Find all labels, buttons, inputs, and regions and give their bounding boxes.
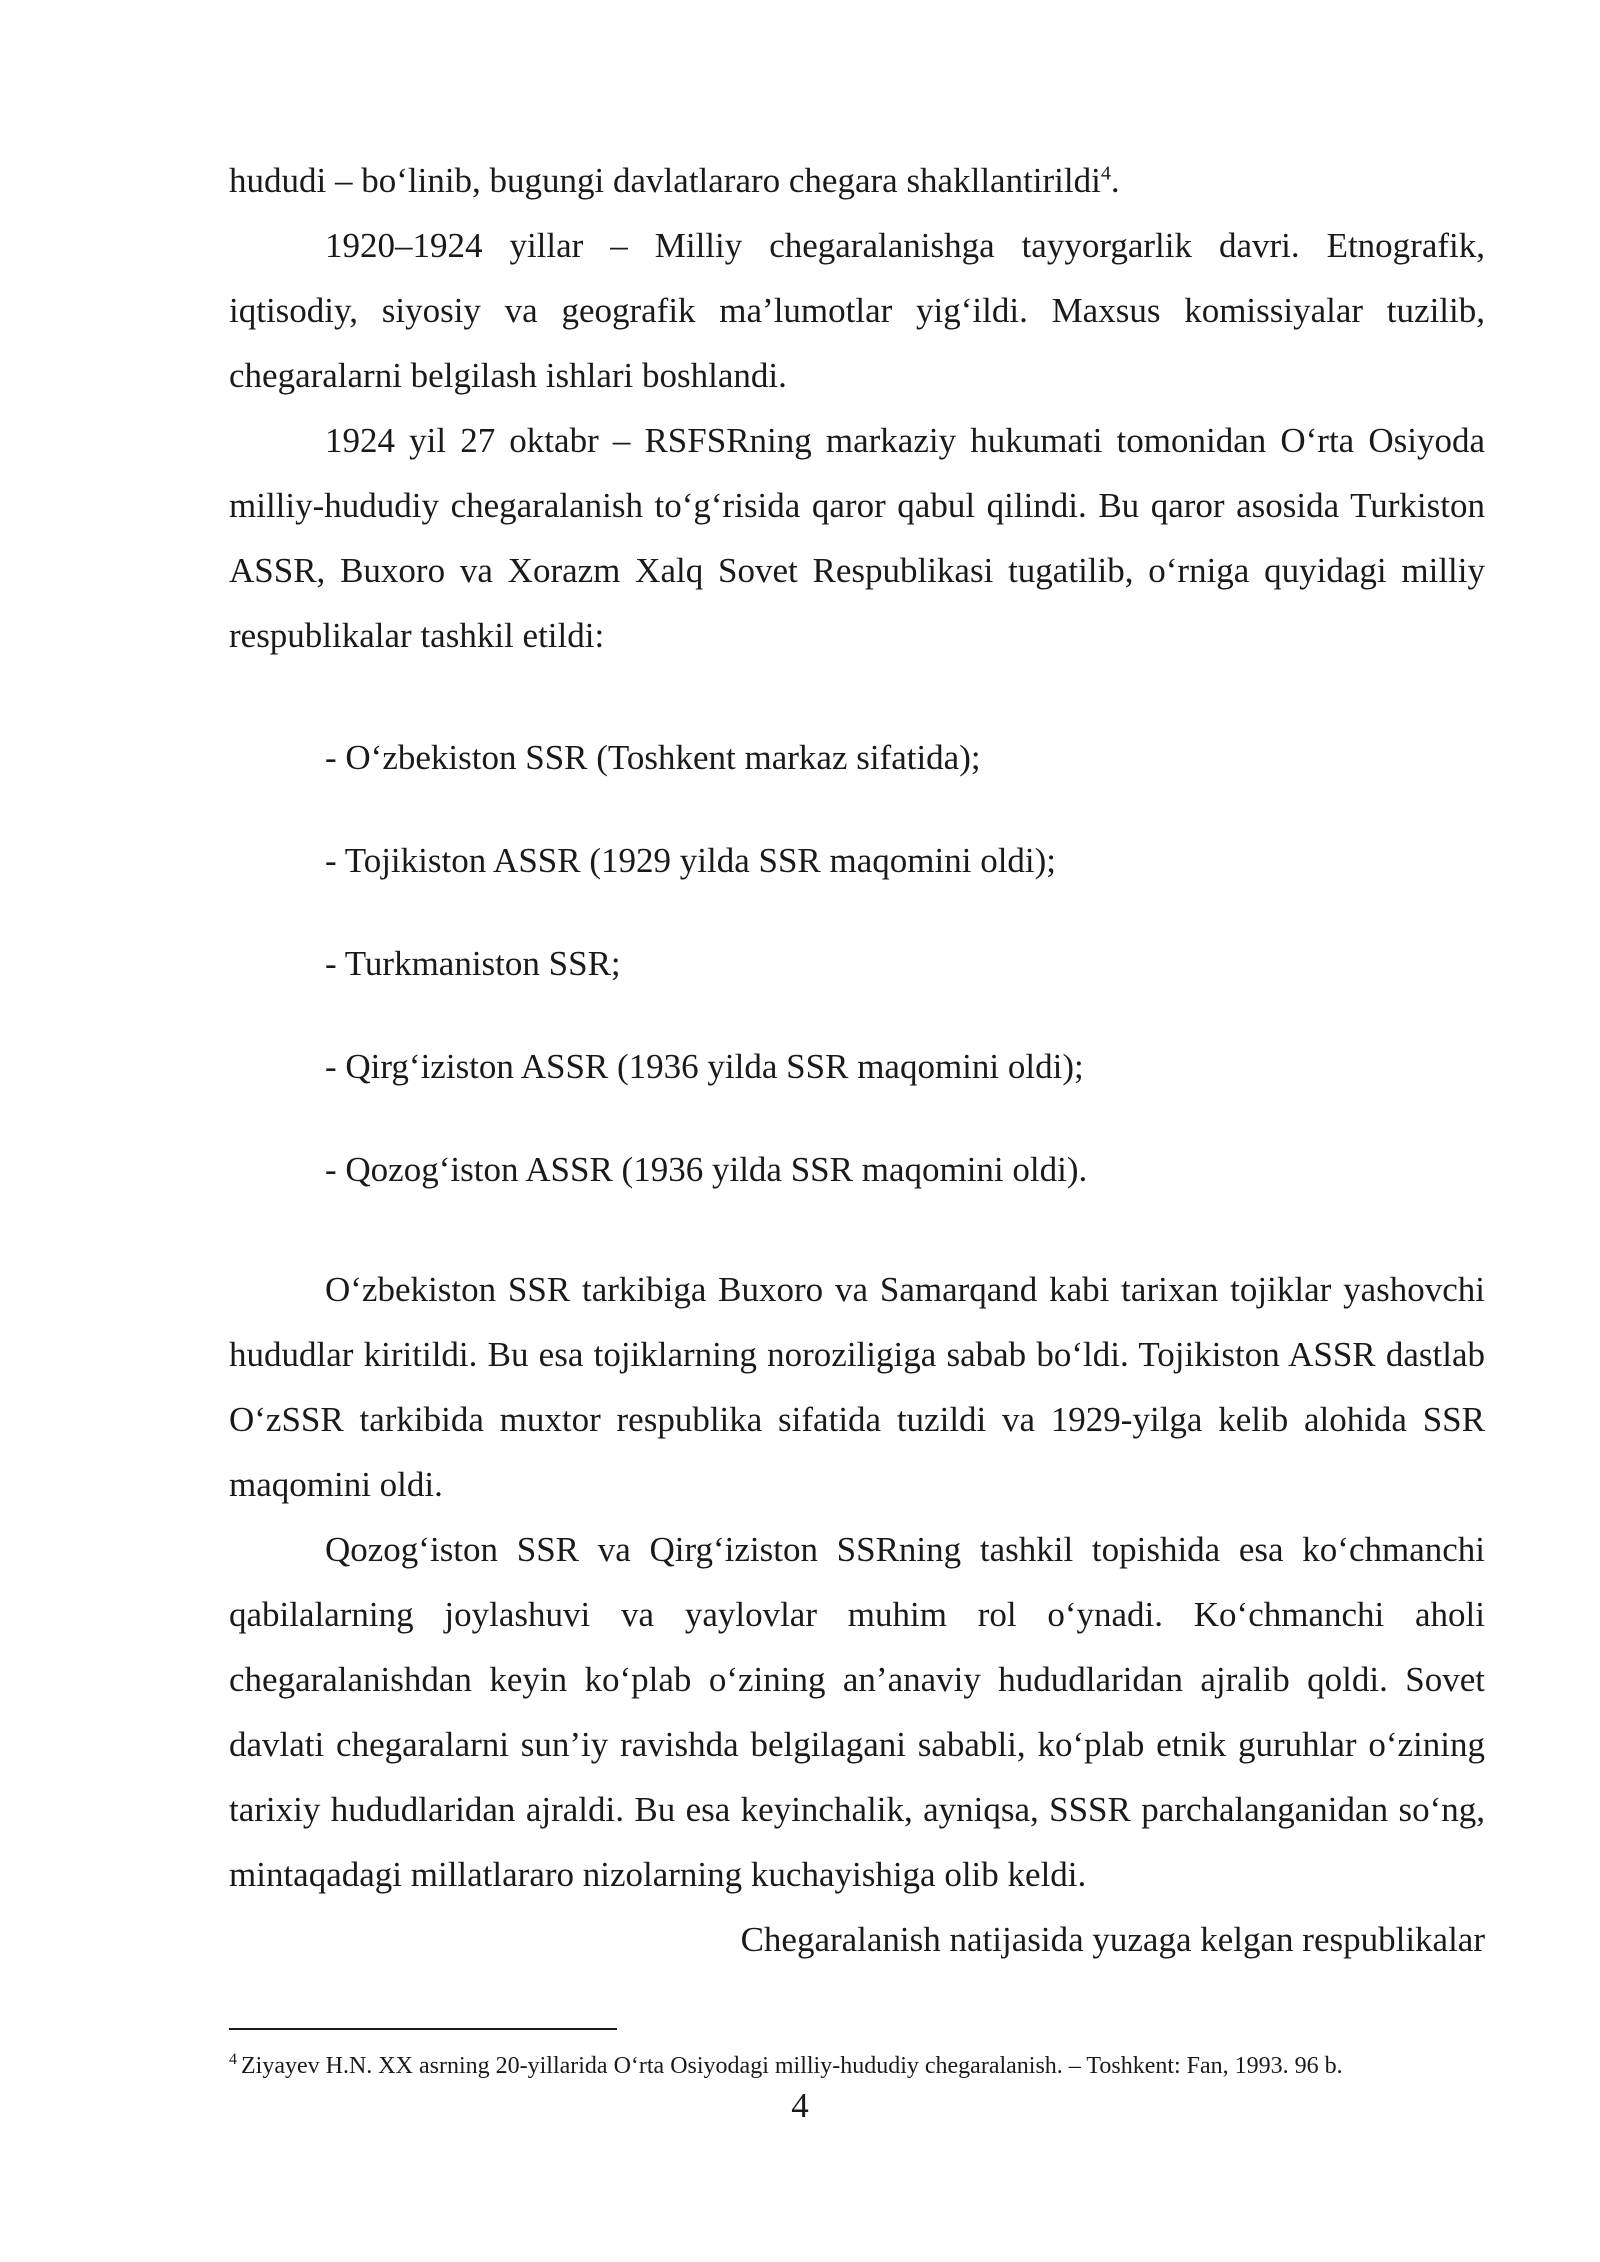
paragraph-text: hududi – bo‘linib, bugungi davlatlararo chegara shakllantirildi <box>229 161 1101 200</box>
footnote <box>229 2050 1489 2082</box>
footnote-text: Ziyayev H.N. XX asrning 20-yillarida O‘rta Osiyodagi milliy-hududiy chegaralanish. – Toshkent: Fan, 1993. 96 b. <box>241 2053 1343 2079</box>
list-item: - O‘zbekiston SSR (Toshkent markaz sifatida); <box>325 738 981 777</box>
page-number: 4 <box>791 2086 809 2125</box>
paragraph-continuation <box>229 148 1485 213</box>
paragraph-1920-1924: 1920–1924 yillar – Milliy chegaralanishga tayyorgarlik davri. Etnografik, iqtisodiy, siyosiy va geografik ma’lumotlar yig‘ildi. Maxsus komissiyalar tuzilib, chegaralarni belgilash ishlari boshlandi. <box>229 226 1485 395</box>
list-item: - Tojikiston ASSR (1929 yilda SSR maqomini oldi); <box>325 841 1057 880</box>
paragraph-uzbekistan: O‘zbekiston SSR tarkibiga Buxoro va Samarqand kabi tarixan tojiklar yashovchi hududlar kiritildi. Bu esa tojiklarning noroziligiga sabab bo‘ldi. Tojikiston ASSR dastlab O‘zSSR tarkibida muxtor respublika sifatida tuzildi va 1929-yilga kelib alohida SSR maqomini oldi. <box>229 1270 1485 1504</box>
list-item: - Qirg‘iziston ASSR (1936 yilda SSR maqomini oldi); <box>325 1047 1084 1086</box>
footnote-reference[interactable]: 4 <box>1100 162 1111 185</box>
paragraph-results-start: Chegaralanish natijasida yuzaga kelgan respublikalar <box>740 1920 1485 1959</box>
paragraph-end: . <box>1110 161 1120 200</box>
paragraph-kazakh-kyrgyz: Qozog‘iston SSR va Qirg‘iziston SSRning tashkil topishida esa ko‘chmanchi qabilalarning joylashuvi va yaylovlar muhim rol o‘ynadi. Ko‘chmanchi aholi chegaralanishdan keyin ko‘plab o‘zining an’anaviy hududlaridan ajralib qoldi. Sovet davlati chegaralarni sun’iy ravishda belgilagani sababli, ko‘plab etnik guruhlar o‘zining tarixiy hududlaridan ajraldi. Bu esa keyinchalik, ayniqsa, SSSR parchalanganidan so‘ng, mintaqadagi millatlararo nizolarning kuchayishiga olib keldi. <box>229 1530 1485 1894</box>
paragraph-1924-decision: 1924 yil 27 oktabr – RSFSRning markaziy hukumati tomonidan O‘rta Osiyoda milliy-hududiy chegaralanish to‘g‘risida qaror qabul qilindi. Bu qaror asosida Turkiston ASSR, Buxoro va Xorazm Xalq Sovet Respublikasi tugatilib, o‘rniga quyidagi milliy respublikalar tashkil etildi: <box>229 421 1485 655</box>
footnote-mark: 4 <box>229 2051 237 2068</box>
footnote-separator <box>229 2028 617 2030</box>
list-item: - Qozog‘iston ASSR (1936 yilda SSR maqomini oldi). <box>325 1150 1088 1189</box>
republics-list <box>229 706 1485 1221</box>
body-text <box>229 148 1485 1972</box>
list-item: - Turkmaniston SSR; <box>325 944 621 983</box>
